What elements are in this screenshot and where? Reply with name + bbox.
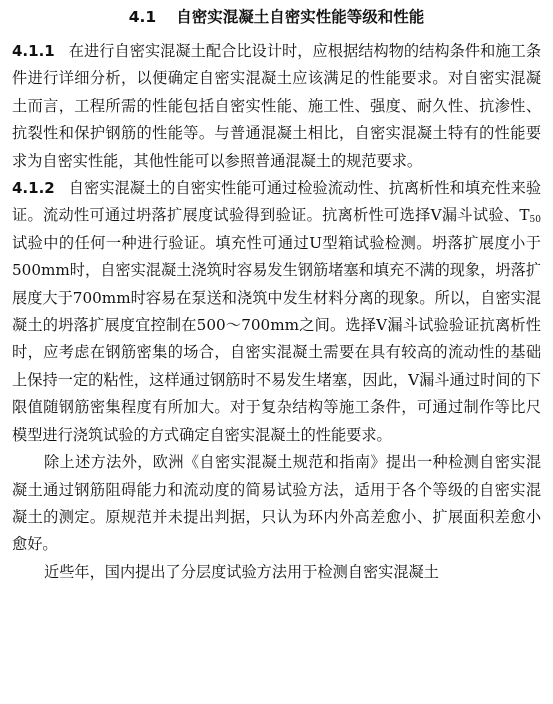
section-number: 4.1 xyxy=(128,8,157,26)
paragraph-text: 在进行自密实混凝土配合比设计时，应根据结构物的结构条件和施工条件进行详细分析，以便确定自密实混凝土应该满足的性能要求。对自密实混凝土而言，工程所需的性能包括自密实性能、施工性、强度、耐久性、抗渗性、抗裂性和保护钢筋的性能等。与普通混凝土相比，自密实混凝土特有的性能要求为自密实性能，其他性能可以参照普通混凝土的规范要求。 xyxy=(12,42,541,170)
paragraph-text: 近些年，国内提出了分层度试验方法用于检测自密实混凝土 xyxy=(44,562,439,581)
paragraph-4-1-1 xyxy=(12,38,541,175)
subscript: 50 xyxy=(529,215,541,226)
clause-number: 4.1.2 xyxy=(12,179,55,198)
section-heading xyxy=(12,4,541,30)
paragraph-text-continued: 试验中的任何一种进行验证。填充性可通过U型箱试验检测。坍落扩展度小于500mm时，自密实混凝土浇筑时容易发生钢筋堵塞和填充不满的现象，坍落扩展度大于700mm时容易在泵送和浇筑中发生材料分离的现象。所以，自密实混凝土的坍落扩展度宜控制在500～700mm之间。选择V漏斗试验验证抗离析性时，应考虑在钢筋密集的场合，自密实混凝土需要在具有较高的流动性的基础上保持一定的粘性，这样通过钢筋时不易发生堵塞，因此，V漏斗通过时间的下限值随钢筋密集程度有所加大。对于复杂结构等施工条件，可通过制作等比尺模型进行浇筑试验的方式确定自密实混凝土的性能要求。 xyxy=(12,233,541,444)
clause-number: 4.1.1 xyxy=(12,42,55,60)
paragraph-european-method xyxy=(12,449,541,559)
paragraph-text: 除上述方法外，欧洲《自密实混凝土规范和指南》提出一种检测自密实混凝土通过钢筋阻碍能力和流动度的简易试验方法，适用于各个等级的自密实混凝土的测定。原规范并未提出判据，只认为环内外高差愈小、扩展面积差愈小愈好。 xyxy=(12,453,541,554)
paragraph-domestic-method xyxy=(12,559,541,586)
section-title: 自密实混凝土自密实性能等级和性能 xyxy=(176,8,425,26)
paragraph-4-1-2 xyxy=(12,175,541,449)
paragraph-text: 自密实混凝土的自密实性能可通过检验流动性、抗离析性和填充性来验证。流动性可通过坍落扩展度试验得到验证。抗离析性可选择V漏斗试验、T xyxy=(12,179,541,225)
